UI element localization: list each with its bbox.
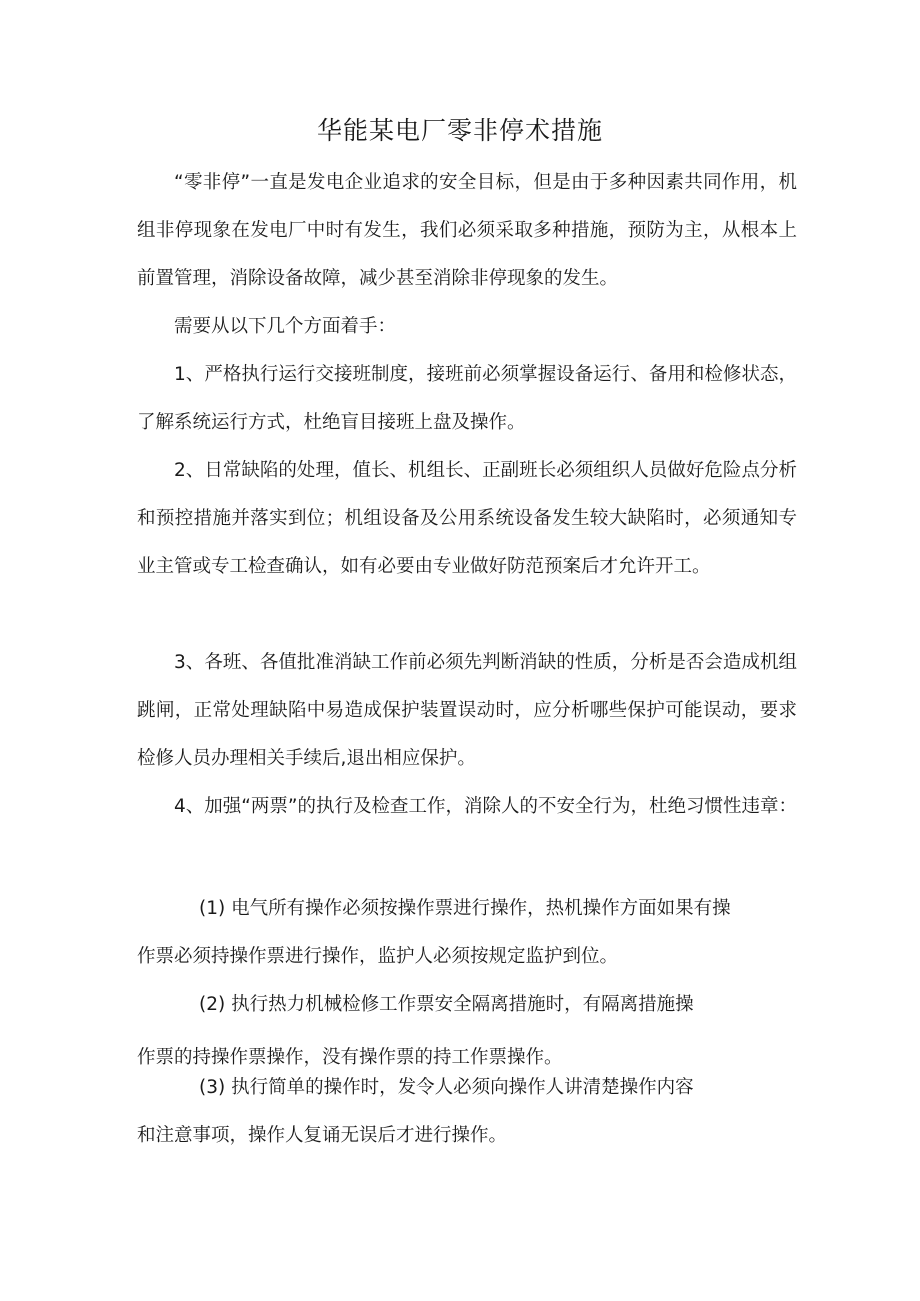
subitem-1-line-1: (1) 电气所有操作必须按操作票进行操作，热机操作方面如果有操 [199,898,731,919]
document-title: 华能某电厂零非停术措施 [316,116,603,145]
subitem-1-line-2: 作票必须持操作票进行操作，监护人必须按规定监护到位。 [137,946,619,967]
intro-paragraph: “零非停”一直是发电企业追求的安全目标，但是由于多种因素共同作用，机组非停现象在发电厂中时有发生，我们必须采取多种措施，预防为主，从根本上前置管理，消除设备故障，减少甚至消除非停现象的发生。 [137,172,797,289]
item-3-paragraph: 3、各班、各值批准消缺工作前必须先判断消缺的性质，分析是否会造成机组跳闸，正常处理缺陷中易造成保护装置误动时，应分析哪些保护可能误动，要求检修人员办理相关手续后,退出相应保护。 [137,652,797,769]
subitem-2-line-2: 作票的持操作票操作，没有操作票的持工作票操作。 [137,1047,563,1068]
item-4-paragraph: 4、加强“两票”的执行及检查工作，消除人的不安全行为，杜绝习惯性违章： [174,796,797,817]
item-1-paragraph: 1、严格执行运行交接班制度，接班前必须掌握设备运行、备用和检修状态，了解系统运行方式，杜绝盲目接班上盘及操作。 [137,364,797,433]
subitem-3-line-1: (3) 执行简单的操作时，发令人必须向操作人讲清楚操作内容 [199,1077,694,1098]
subitem-2-line-1: (2) 执行热力机械检修工作票安全隔离措施时，有隔离措施操 [199,994,694,1015]
subitem-3-line-2: 和注意事项，操作人复诵无误后才进行操作。 [137,1125,508,1146]
item-2-paragraph: 2、日常缺陷的处理，值长、机组长、正副班长必须组织人员做好危险点分析和预控措施并落实到位；机组设备及公用系统设备发生较大缺陷时，必须通知专业主管或专工检查确认，如有必要由专业做好防范预案后才允许开工。 [137,460,797,577]
lead-paragraph: 需要从以下几个方面着手： [174,316,397,337]
